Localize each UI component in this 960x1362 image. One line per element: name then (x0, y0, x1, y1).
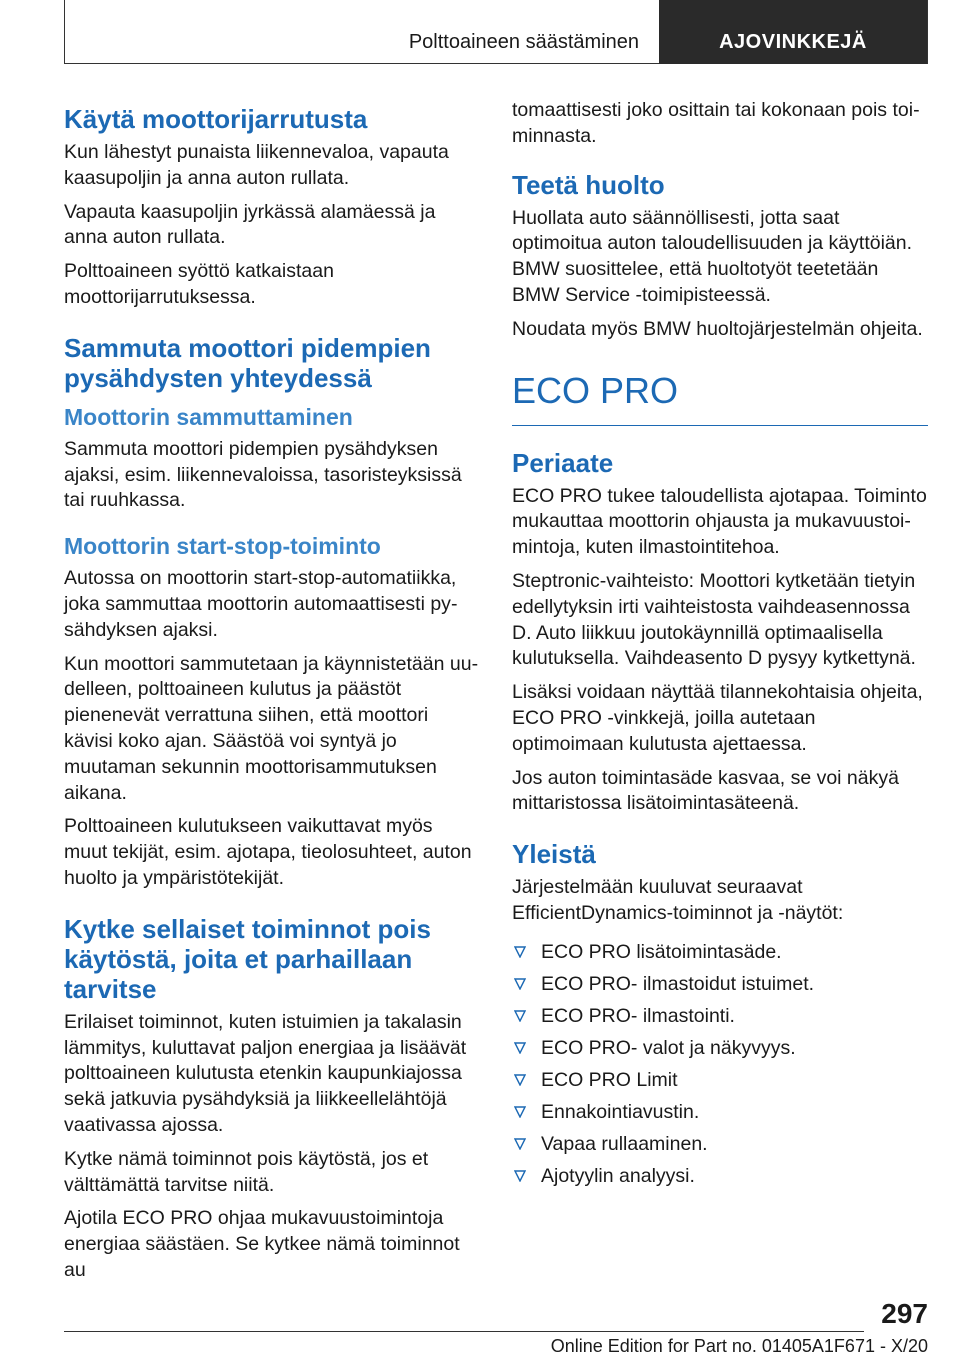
list-item-text: ECO PRO- valot ja näkyvyys. (541, 1036, 796, 1059)
footer-edition: Online Edition for Part no. 01405A1F671 - X/20 (550, 1336, 928, 1356)
list-item-text: Vapaa rullaaminen. (541, 1132, 708, 1155)
heading-eco-pro: ECO PRO (512, 369, 679, 411)
list-item-text: ECO PRO- ilmastoidut istuimet. (541, 972, 815, 995)
list-item (512, 1067, 927, 1093)
list-item (512, 1035, 927, 1061)
list-item (512, 1003, 927, 1029)
triangle-right-outline-icon (514, 1010, 526, 1022)
paragraph: Noudata myös BMW huoltojärjestelmän ohjeita. (512, 317, 923, 340)
footer-divider (64, 1331, 864, 1332)
header-chapter-tab: AJOVINKKEJÄ (659, 0, 927, 64)
paragraph: Huollata auto säännöllisesti, jotta saat optimoitua auton taloudellisuuden ja käyttöiän. BMW suosittelee, että huoltotyöt teetetään BMW Service -toimipisteessä. (512, 206, 913, 306)
list-item-text: ECO PRO Limit (541, 1068, 678, 1091)
paragraph: Autossa on moottorin start-stop-automatiikka, joka sammuttaa moottorin automaattisesti pysähdyksen ajaksi. (64, 567, 458, 641)
list-item (512, 1131, 927, 1157)
triangle-right-outline-icon (514, 1170, 526, 1182)
triangle-right-outline-icon (514, 1042, 526, 1054)
heading-service: Teetä huolto (512, 169, 665, 200)
paragraph: Kun moottori sammutetaan ja käynnistetään uudelleen, polttoaineen kulutus ja päästöt pienenevät verrattuna siihen, että moottori kävisi koko ajan. Säästöä voi syntyä jo muutaman sekunnin moottorisammutuksen aikana. (64, 652, 479, 804)
list-item (512, 971, 927, 997)
paragraph: Polttoaineen kulutukseen vaikuttavat myös muut tekijät, esim. ajotapa, tieolosuhteet, auton huolto ja ympäristötekijät. (64, 815, 472, 889)
paragraph: Järjestelmään kuuluvat seuraavat EfficientDynamics-toiminnot ja -näytöt: (512, 876, 844, 924)
list-item-text: ECO PRO- ilmastointi. (541, 1004, 735, 1027)
right-column (512, 98, 927, 1195)
feature-list (512, 939, 927, 1189)
heading-switch-off: Kytke sellaiset toiminnot pois käytöstä, joita et parhaillaan tarvitse (64, 913, 431, 1004)
triangle-right-outline-icon (514, 1138, 526, 1150)
list-item (512, 1163, 927, 1189)
heading-engine-brake: Käytä moottorijarrutusta (64, 104, 368, 134)
paragraph: Ajotila ECO PRO ohjaa mukavuustoimintoja energiaa säästäen. Se kytkee nämä toiminnot au (64, 1207, 460, 1281)
subheading-engine-off: Moottorin sammuttaminen (64, 403, 353, 430)
triangle-right-outline-icon (514, 1106, 526, 1118)
paragraph: Kytke nämä toiminnot pois käytöstä, jos et välttämättä tarvitse niitä. (64, 1147, 429, 1196)
page-header (64, 0, 928, 64)
triangle-right-outline-icon (514, 978, 526, 990)
paragraph: Kun lähestyt punaista liikennevaloa, vapauta kaasupoljin ja anna auton rullata. (64, 141, 449, 189)
paragraph: Polttoaineen syöttö katkaistaan moottorijarrutuksessa. (64, 260, 334, 308)
page-number: 297 (881, 1298, 928, 1329)
paragraph: Steptronic-vaihteisto: Moottori kytketään tietyin edellytyksin irti vaihteistosta vaihdeasennossa D. Auto liikkuu joutokäynnillä optimaalisella kulutuksella. Vaihdeasento D pysyy kytkettynä. (512, 569, 916, 670)
paragraph: tomaattisesti joko osittain tai kokonaan pois toiminnasta. (512, 99, 920, 147)
list-item (512, 1099, 927, 1125)
triangle-right-outline-icon (514, 1074, 526, 1086)
list-item-text: Ennakointiavustin. (541, 1100, 700, 1123)
heading-general: Yleistä (512, 839, 596, 870)
paragraph: Jos auton toimintasäde kasvaa, se voi näkyä mittaristossa lisätoimintasäteenä. (512, 766, 899, 815)
heading-principle: Periaate (512, 447, 614, 478)
paragraph: Erilaiset toiminnot, kuten istuimien ja takalasin lämmitys, kuluttavat paljon energiaa ja lisäävät polttoaineen kulutusta etenkin kaupunkiajossa sekä jatkuvia pysähdyksiä ja liikkeellelähtöjä vaativassa ajossa. (64, 1010, 467, 1136)
paragraph: Lisäksi voidaan näyttää tilannekohtaisia ohjeita, ECO PRO -vinkkejä, joilla autetaan optimoimaan kulutusta ajettaessa. (512, 681, 923, 755)
list-item-text: ECO PRO lisätoimintasäde. (541, 940, 782, 963)
paragraph: Sammuta moottori pidempien pysähdyksen ajaksi, esim. liikennevaloissa, tasoristeyksissä tai ruuhkassa. (64, 437, 462, 512)
header-section-title: Polttoaineen säästäminen (408, 31, 639, 53)
paragraph: ECO PRO tukee taloudellista ajotapaa. Toiminto mukauttaa moottorin ohjausta ja mukavuustoimintoja, kuten ilmastointitehoa. (512, 484, 927, 559)
heading-stop-engine: Sammuta moottori pidempien pysähdysten yhteydessä (64, 332, 431, 393)
list-item-text: Ajotyylin analyysi. (541, 1164, 695, 1187)
subheading-start-stop: Moottorin start-stop-toiminto (64, 533, 381, 560)
left-column (64, 98, 479, 1292)
paragraph: Vapauta kaasupoljin jyrkässä alamäessä ja anna auton rullata. (64, 200, 436, 249)
triangle-right-outline-icon (514, 946, 526, 958)
heading-rule (512, 425, 928, 426)
list-item (512, 939, 927, 965)
